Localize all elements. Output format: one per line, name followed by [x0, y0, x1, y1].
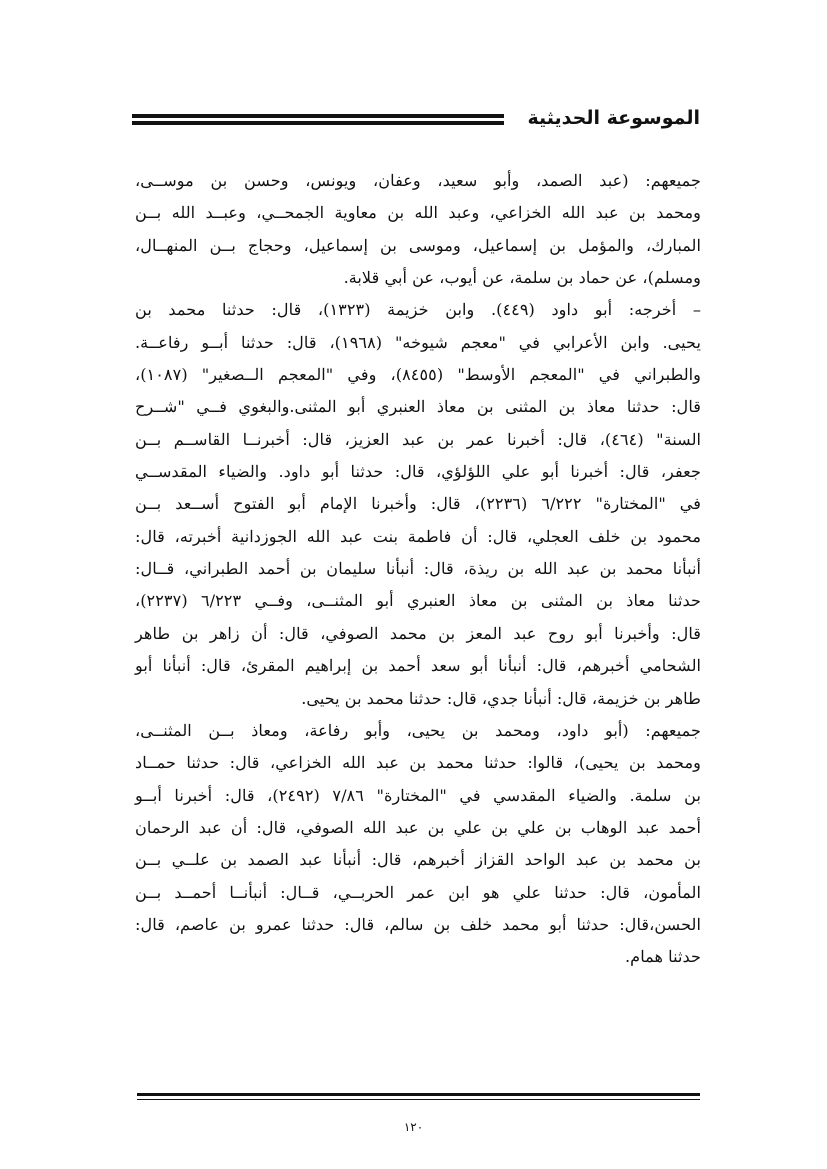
text-line: السنة" (٤٦٤)، قال: أخبرنا عمر بن عبد العزيز، قال: أخبرنــا القاســم بــن [135, 429, 701, 449]
paragraph-1 [135, 165, 701, 294]
paragraph-2 [135, 294, 701, 714]
text-line: قال: وأخبرنا أبو روح عبد المعز بن محمد الصوفي، قال: أن زاهر بن طاهر [135, 623, 701, 643]
text-line: جعفر، قال: أخبرنا أبو علي اللؤلؤي، قال: حدثنا أبو داود. والضياء المقدســي [135, 462, 701, 482]
text-line: حدثنا همام. [625, 947, 701, 967]
header-title: الموسوعة الحديثية [522, 106, 701, 130]
text-line: ومسلم)، عن حماد بن سلمة، عن أيوب، عن أبي قلابة. [343, 268, 701, 288]
text-line: – أخرجه: أبو داود (٤٤٩). وابن خزيمة (١٣٢٣)، قال: حدثنا محمد بن [135, 300, 702, 320]
running-header [132, 108, 700, 132]
text-line: المبارك، والمؤمل بن إسماعيل، وموسى بن إسماعيل، وحجاج بــن المنهــال، [135, 235, 701, 255]
header-rule-top [132, 114, 504, 118]
text-line: جميعهم: (أبو داود، ومحمد بن يحيى، وأبو رفاعة، ومعاذ بــن المثنــى، [135, 720, 701, 740]
text-line: جميعهم: (عبد الصمد، وأبو سعيد، وعفان، ويونس، وحسن بن موســى، [135, 171, 701, 190]
text-line: ومحمد بن يحيى)، قالوا: حدثنا محمد بن عبد الله الخزاعي، قال: حدثنا حمــاد [135, 753, 701, 773]
text-line: أنبأنا محمد بن عبد الله بن ريذة، قال: أنبأنا سليمان بن أحمد الطبراني، قــال: [135, 559, 701, 579]
text-line: قال: حدثنا معاذ بن المثنى بن معاذ العنبري أبو المثنى.والبغوي فــي "شــرح [135, 397, 701, 417]
footer-rule-thin [137, 1099, 700, 1100]
text-line: والطبراني في "المعجم الأوسط" (٨٤٥٥)، وفي "المعجم الــصغير" (١٠٨٧)، [135, 365, 701, 385]
text-line: بن محمد بن عبد الواحد القزاز أخبرهم، قال: أنبأنا عبد الصمد بن علــي بــن [135, 850, 701, 870]
text-line: الشحامي أخبرهم، قال: أنبأنا أبو سعد أحمد بن إبراهيم المقرئ، قال: أنبأنا أبو [135, 656, 701, 676]
text-line: ومحمد بن عبد الله الخزاعي، وعبد الله بن معاوية الجمحــي، وعبــد الله بــن [135, 203, 701, 223]
text-line: بن سلمة. والضياء المقدسي في "المختارة" ٧/٨٦ (٢٤٩٢)، قال: أخبرنا أبــو [135, 785, 701, 805]
text-line: حدثنا معاذ بن المثنى بن معاذ العنبري أبو المثنــى، وفــي ٦/٢٢٣ (٢٢٣٧)، [135, 591, 702, 611]
text-line: في "المختارة" ٦/٢٢٢ (٢٢٣٦)، قال: وأخبرنا الإمام أبو الفتوح أســعد بــن [135, 494, 702, 514]
footer-rule-thick [137, 1093, 700, 1096]
text-line: محمود بن خلف العجلي، قال: أن فاطمة بنت عبد الله الجوزدانية أخبرته، قال: [135, 526, 701, 546]
text-line: يحيى. وابن الأعرابي في "معجم شيوخه" (١٩٦٨)، قال: حدثنا أبــو رفاعــة. [135, 332, 701, 352]
text-line: طاهر بن خزيمة، قال: أنبأنا جدي، قال: حدثنا محمد بن يحيى. [301, 688, 701, 708]
header-rule-bottom [132, 121, 504, 125]
page-number: ١٢٠ [403, 1120, 424, 1134]
text-line: الحسن،قال: حدثنا أبو محمد خلف بن سالم، قال: حدثنا عمرو بن عاصم، قال: [135, 914, 701, 934]
text-line: أحمد عبد الوهاب بن علي بن علي بن عبد الله الصوفي، قال: أن عبد الرحمان [135, 817, 701, 837]
body-text [135, 165, 701, 974]
paragraph-3 [135, 715, 701, 974]
text-line: المأمون، قال: حدثنا علي هو ابن عمر الحربــي، قــال: أنبأنــا أحمــد بــن [135, 882, 701, 902]
